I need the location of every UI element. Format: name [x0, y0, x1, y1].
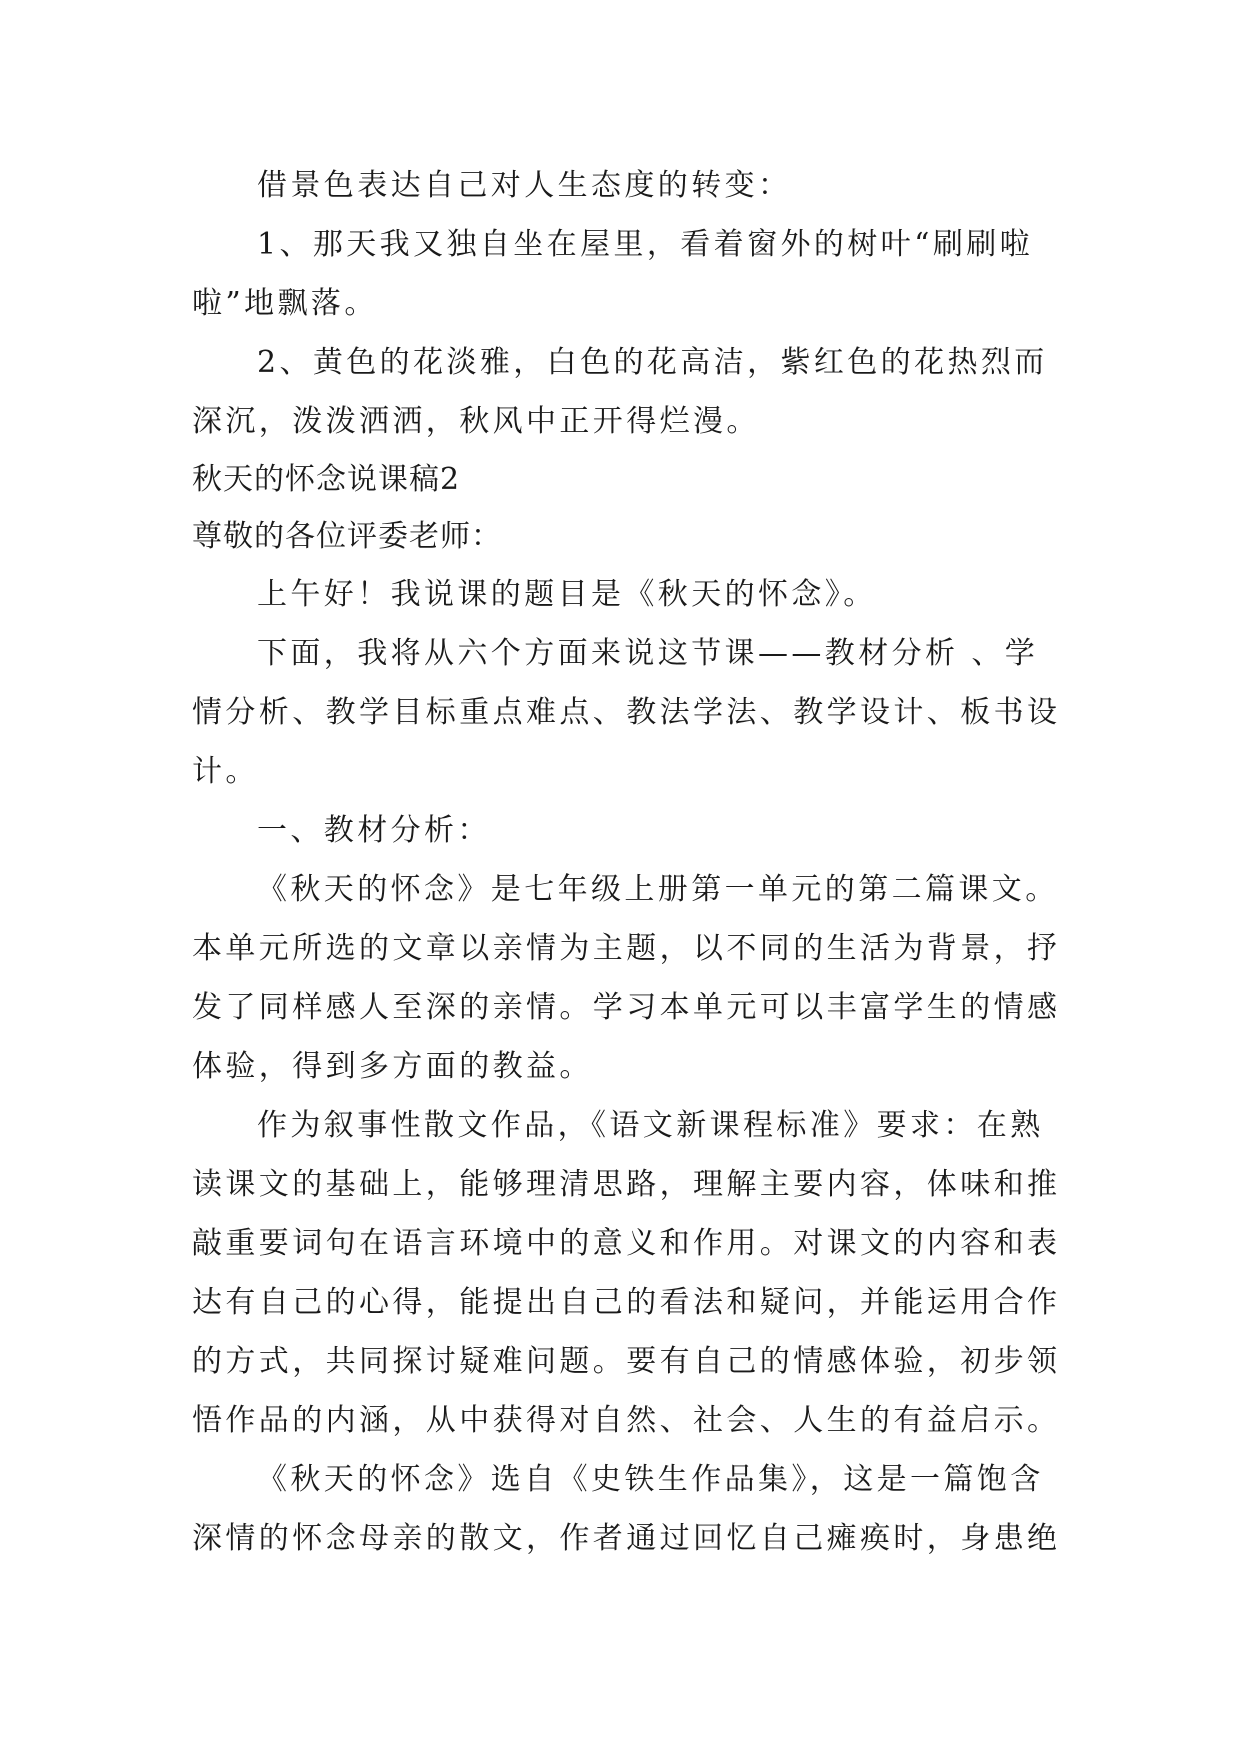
text-line: 悟作品的内涵，从中获得对自然、社会、人生的有益启示。 [192, 1403, 1061, 1438]
text-line: 《秋天的怀念》选自《史铁生作品集》，这是一篇饱含 [257, 1462, 1044, 1497]
text-line: 下面，我将从六个方面来说这节课——教材分析 、学 [257, 636, 1039, 671]
text-line: 本单元所选的文章以亲情为主题，以不同的生活为背景，抒 [192, 931, 1061, 966]
text-line: 读课文的基础上，能够理清思路，理解主要内容，体味和推 [192, 1167, 1061, 1202]
text-line: 体验，得到多方面的教益。 [192, 1049, 593, 1084]
text-line: 发了同样感人至深的亲情。学习本单元可以丰富学生的情感 [192, 990, 1061, 1025]
text-line: 作为叙事性散文作品，《语文新课程标准》要求：在熟 [257, 1108, 1044, 1143]
text-line: 《秋天的怀念》是七年级上册第一单元的第二篇课文。 [257, 872, 1059, 907]
subheading: 一、教材分析： [257, 813, 491, 848]
text-line: 上午好！我说课的题目是《秋天的怀念》。 [257, 577, 877, 612]
text-line: 敲重要词句在语言环境中的意义和作用。对课文的内容和表 [192, 1226, 1061, 1261]
text-line: 2、黄色的花淡雅，白色的花高洁，紫红色的花热烈而 [257, 345, 1048, 380]
text-line: 深情的怀念母亲的散文，作者通过回忆自己瘫痪时，身患绝 [192, 1521, 1061, 1556]
text-line: 情分析、教学目标重点难点、教法学法、教学设计、板书设 [192, 695, 1061, 730]
text-line: 1、那天我又独自坐在屋里，看着窗外的树叶“刷刷啦 [257, 227, 1034, 262]
text-line: 深沉，泼泼洒洒，秋风中正开得烂漫。 [192, 404, 760, 439]
text-line: 的方式，共同探讨疑难问题。要有自己的情感体验，初步领 [192, 1344, 1061, 1379]
section-title: 秋天的怀念说课稿2 [192, 462, 461, 497]
text-line: 借景色表达自己对人生态度的转变： [257, 168, 792, 203]
salutation: 尊敬的各位评委老师： [192, 519, 502, 554]
text-line: 达有自己的心得，能提出自己的看法和疑问，并能运用合作 [192, 1285, 1061, 1320]
text-line: 啦”地飘落。 [192, 286, 378, 321]
text-line: 计。 [192, 754, 259, 789]
